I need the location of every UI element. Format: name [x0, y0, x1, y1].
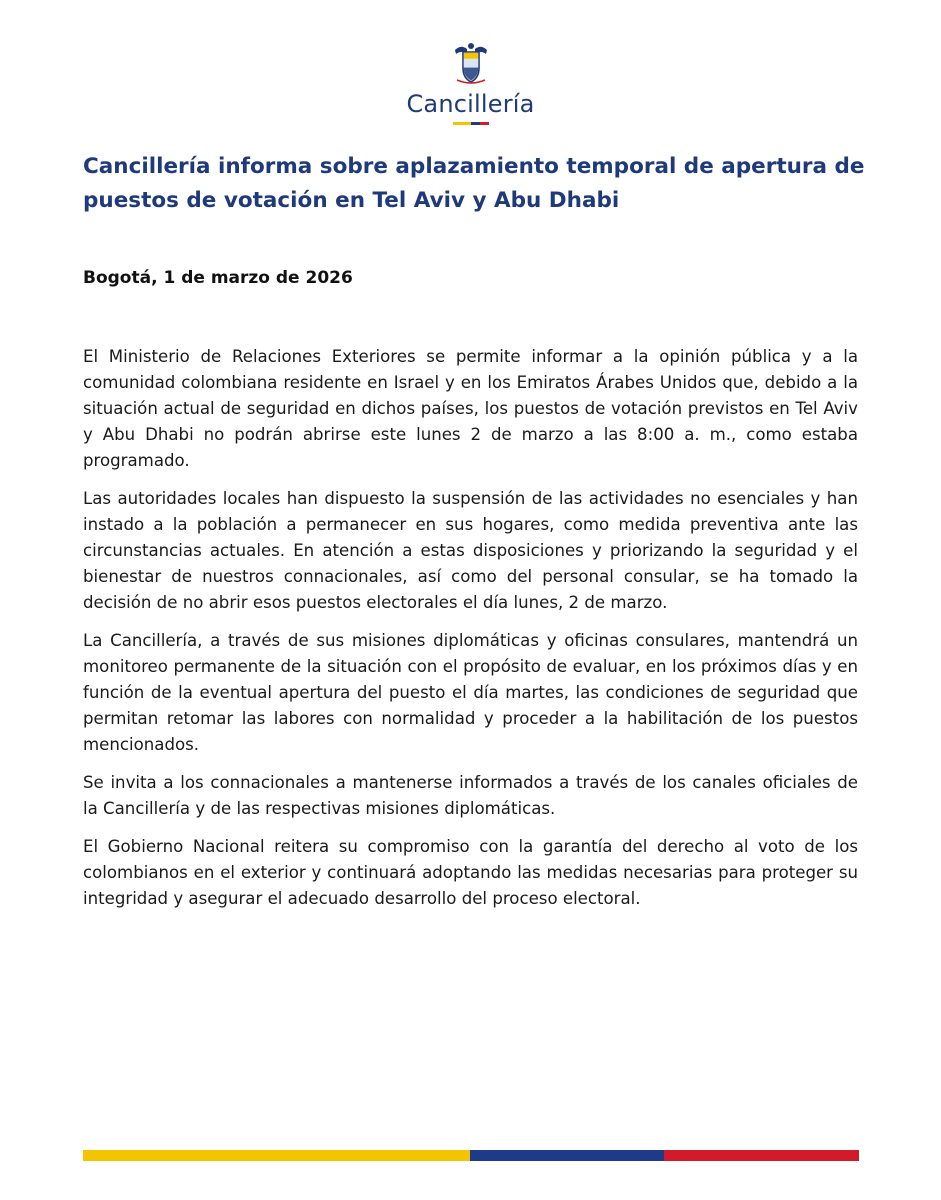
dateline: Bogotá, 1 de marzo de 2026: [83, 268, 353, 288]
brand-name: Cancillería: [406, 90, 535, 118]
paragraph: El Gobierno Nacional reitera su compromiso con la garantía del derecho al voto de los colombianos en el exterior y continuará adoptando las medidas necesarias para proteger su integridad y asegurar el adecuado desarrollo del proceso electoral.: [83, 837, 858, 908]
paragraph: El Ministerio de Relaciones Exteriores se permite informar a la opinión pública y a la comunidad colombiana residente en Israel y en los Emiratos Árabes Unidos que, debido a la situación actual de seguridad en dichos países, los puestos de votación previstos en Tel Aviv y Abu Dhabi no podrán abrirse este lunes 2 de marzo a las 8:00 a. m., como estaba programado.: [83, 347, 858, 470]
header-logo: [0, 40, 941, 125]
page-title: Cancillería informa sobre aplazamiento temporal de apertura de puestos de votación en Tel Aviv y Abu Dhabi: [83, 154, 865, 213]
document-body: [83, 344, 858, 924]
paragraph: La Cancillería, a través de sus misiones diplomáticas y oficinas consulares, mantendrá un monitoreo permanente de la situación con el propósito de evaluar, en los próximos días y en función de la eventual apertura del puesto el día martes, las condiciones de seguridad que permitan retomar las labores con normalidad y proceder a la habilitación de los puestos mencionados.: [83, 631, 858, 754]
brand-flag-stripe: [453, 122, 489, 125]
paragraph: Las autoridades locales han dispuesto la suspensión de las actividades no esenciales y han instado a la población a permanecer en sus hogares, como medida preventiva ante las circunstancias actuales. En atención a estas disposiciones y priorizando la seguridad y el bienestar de nuestros connacionales, así como del personal consular, se ha tomado la decisión de no abrir esos puestos electorales el día lunes, 2 de marzo.: [83, 489, 858, 612]
footer-flag-bar: [83, 1150, 859, 1161]
paragraph: Se invita a los connacionales a mantenerse informados a través de los canales oficiales de la Cancillería y de las respectivas misiones diplomáticas.: [83, 773, 858, 818]
colombia-coat-of-arms-icon: [451, 40, 491, 86]
